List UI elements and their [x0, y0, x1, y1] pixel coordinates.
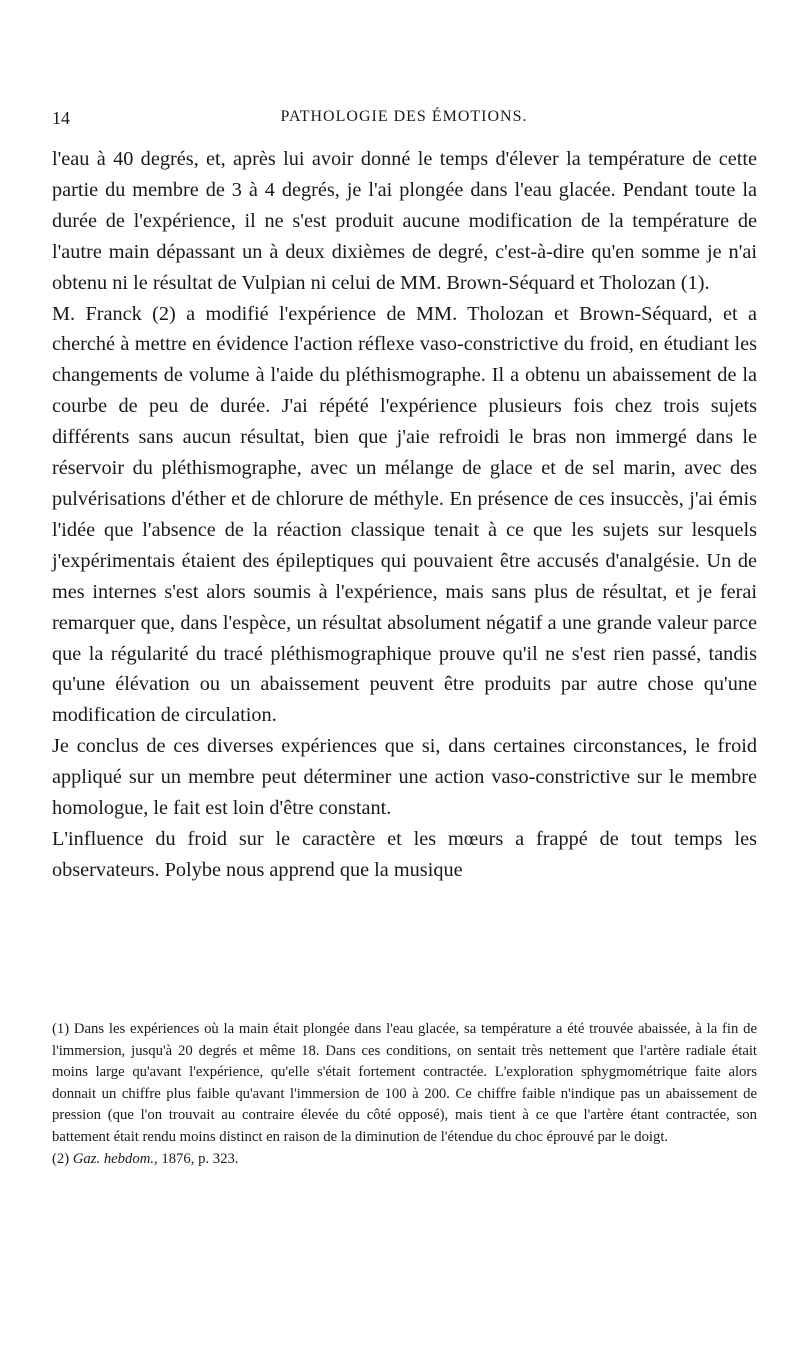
footnote-2-journal: Gaz. hebdom. [72, 1150, 154, 1167]
footnotes [52, 1019, 757, 1170]
paragraph-4: L'influence du froid sur le caractère et les mœurs a frappé de tout temps les observateurs. Polybe nous apprend que la musique [52, 827, 757, 881]
main-text [52, 144, 757, 886]
footnote-1: (1) Dans les expériences où la main était plongée dans l'eau glacée, sa température a été trouvée abaissée, à la fin de l'immersion, jusqu'à 20 degrés et même 18. Dans ces conditions, on sentait très nettement que l'artère radiale était moins large qu'avant l'expérience, qu'elle s'était fortement contractée. L'exploration sphygmométrique faite alors donnait un chiffre plus faible qu'avant l'immersion de 100 à 200. Ce chiffre faible n'indique pas un abaissement de pression (que l'on trouvait au contraire élevée du côté opposé), mais tient à ce que l'artère étant contractée, son battement était rendu moins distinct en raison de la diminution de l'étendue du choc éprouvé par le doigt. [52, 1021, 757, 1145]
paragraph-1: l'eau à 40 degrés, et, après lui avoir donné le temps d'élever la température de cette partie du membre de 3 à 4 degrés, je l'ai plongée dans l'eau glacée. Pendant toute la durée de l'expérience, il ne s'est produit aucune modification de la température de l'autre main dépassant un à deux dixièmes de degré, c'est-à-dire qu'en somme je n'ai obtenu ni le résultat de Vulpian ni celui de MM. Brown-Séquard et Tholozan (1). [52, 148, 757, 294]
page-number: 14 [52, 108, 70, 128]
running-head [52, 108, 756, 130]
footnote-2 [52, 1149, 757, 1171]
running-title: PATHOLOGIE DES ÉMOTIONS. [280, 108, 528, 125]
paragraph-3: Je conclus de ces diverses expériences que si, dans certaines circonstances, le froid appliqué sur un membre peut déterminer une action vaso-constrictive sur le membre homologue, le fait est loin d'être constant. [52, 735, 757, 820]
footnote-2-citation: , 1876, p. 323. [154, 1150, 239, 1167]
footnote-2-marker: (2) [52, 1150, 73, 1167]
paragraph-2: M. Franck (2) a modifié l'expérience de MM. Tholozan et Brown-Séquard, et a cherché à mettre en évidence l'action réflexe vaso-constrictive du froid, en étudiant les changements de volume à l'aide du pléthismographe. Il a obtenu un abaissement de la courbe de peu de durée. J'ai répété l'expérience plusieurs fois chez trois sujets différents sans aucun résultat, bien que j'aie refroidi le bras non immergé dans le réservoir du pléthismographe, avec un mélange de glace et de sel marin, avec des pulvérisations d'éther et de chlorure de méthyle. En présence de ces insuccès, j'ai émis l'idée que l'absence de la réaction classique tenait à ce que les sujets sur lesquels j'expérimentais étaient des épileptiques qui pouvaient être accusés d'analgésie. Un de mes internes s'est alors soumis à l'expérience, mais sans plus de résultat, et je ferai remarquer que, dans l'espèce, un résultat absolument négatif a une grande valeur parce que la régularité du tracé pléthismographique prouve qu'il ne s'est rien passé, tandis qu'une élévation ou un abaissement peuvent être produits par autre chose qu'une modification de circulation. [52, 302, 757, 727]
